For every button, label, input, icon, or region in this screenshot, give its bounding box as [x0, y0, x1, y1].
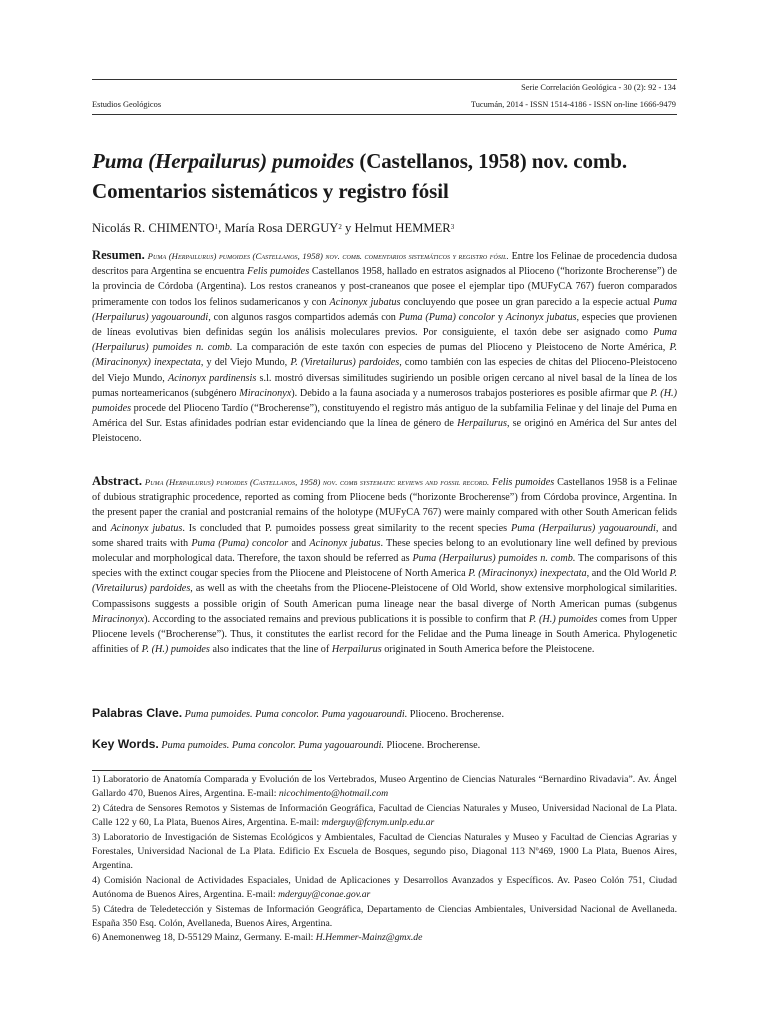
- abstract-taxon: Miracinonyx: [92, 613, 145, 625]
- resumen-taxon: Puma (Herpailurus) yagouaroundi: [92, 296, 678, 323]
- footnote-5: [92, 903, 677, 932]
- footnote-email[interactable]: H.Hemmer-Mainz@gmx.de: [315, 932, 423, 944]
- footnote-marker: 2): [92, 802, 101, 814]
- author-2-affil: 2: [338, 223, 342, 231]
- abstract-text: Castellanos 1958 is a Felinae of dubious stratigraphic procedence, reported as coming from Pliocene beds (“horizonte Brocherense”) from Córdoba province, Argentina. In the present paper the cranial and postcranial remains of the holotype (MUFyCA 767) were mainly compared with other South American felids and: [92, 477, 678, 534]
- author-sep: y: [341, 221, 355, 235]
- header-rule-bottom: [92, 114, 677, 115]
- resumen-text: , y del Viejo Mundo,: [200, 357, 291, 369]
- resumen-text: Castellanos 1958, hallado en estratos asignados al Plioceno (“horizonte Brocherense”) de la provincia de Córdoba (Argentina). Los restos craneanos y post-craneanos que posee el ejemplar tipo (MUFyCA 767) fueron comparados primeramente con todos los felinos sudamericanos y con: [92, 266, 678, 308]
- footnote-text: Anemonenweg 18, D-55129 Mainz, Germany. E-mail:: [100, 932, 316, 944]
- author-1: Nicolás R. CHIMENTO: [92, 221, 215, 235]
- abstract-text: originated in South America before the Pleistocene.: [381, 644, 595, 656]
- resumen-text: , se originó en América del Sur antes del Pleistoceno.: [92, 418, 677, 445]
- footnotes: [92, 773, 677, 946]
- footnote-marker: 6): [92, 932, 101, 944]
- abstract-text: The comparisons of this species with the extinct cougar species from the Pliocene and Pleistocene of North America: [92, 553, 677, 580]
- author-2: María Rosa DERGUY: [224, 221, 339, 235]
- footnote-email[interactable]: mderguy@conae.gov.ar: [278, 889, 371, 901]
- footnote-text: Laboratorio de Investigación de Sistemas Ecológicos y Ambientales, Facultad de Ciencias Naturales y Museo y Facultad de Ciencias Agrarias y Forestales, Universidad Nacional de La Plata. Edificio Ex Escuela de Bosques, segundo piso, Diagonal 113 Nº469, 1900 La Plata, Buenos Aires, Argentina.: [92, 831, 677, 872]
- abstract-taxon: P. (H.) pumoides: [141, 644, 210, 656]
- resumen-taxon: P. (H.) pumoides: [92, 387, 677, 415]
- key-words: [92, 737, 677, 753]
- resumen-text: y: [494, 311, 506, 323]
- abstract-taxon: Herpailurus: [331, 644, 382, 656]
- header-journal: Estudios Geológicos: [92, 100, 162, 109]
- resumen-text: procede del Plioceno Tardío (“Brocherense”), constituyendo el registro más antiguo de la subfamilia Felinae y del linaje del Puma en América del Sur. Estas afinidades podrían estar evidenciando que la línea de género de: [92, 403, 677, 430]
- resumen-taxon: Puma (Herpailurus) pumoides n. comb.: [92, 327, 677, 354]
- abstract-text: , as well as with the cheetahs from the Pliocene-Pleistocene of Old World, show extensive morphological similarities. Compassisons suggests a possible origin of South American puma lineage near the basal diverge of North American pumas (subgenus: [92, 583, 678, 610]
- resumen-taxon: Puma (Puma) concolor: [398, 311, 495, 323]
- footnote-1: [92, 773, 677, 802]
- abstract-text: and: [288, 537, 310, 549]
- footnote-4: [92, 874, 677, 903]
- resumen-text: La comparación de este taxón con especies de pumas del Plioceno y Pleistoceno de Norte América,: [232, 342, 670, 354]
- abstract-taxon: Puma (Herpailurus) yagouaroundi: [510, 522, 656, 534]
- abstract-text: . These species belong to an evolutionary line well defined by previous molecular and morphological data. Therefore, the taxon should be referred as: [92, 537, 677, 565]
- resumen-paragraph: [92, 248, 677, 447]
- abstract-text: , and some shared traits with: [92, 522, 677, 549]
- resumen-taxon: Miracinonyx: [239, 387, 292, 399]
- abstract-text: also indicates that the line of: [209, 644, 332, 656]
- header-series: Serie Correlación Geológica - 30 (2): 92 - 134: [521, 83, 676, 92]
- abstract-taxon: Acinonyx jubatus: [309, 537, 381, 549]
- resumen-taxon: P. (Miracinonyx) inexpectata: [92, 342, 677, 369]
- footnote-2: [92, 802, 677, 831]
- resumen-text: , especies que provienen de líneas evolutivas bien definidas según los análisis moleculares previos. Por consiguiente, el taxón debe ser asignado como: [92, 311, 677, 339]
- abstract-text: , and the Old World: [586, 568, 670, 580]
- abstract-paragraph: [92, 474, 677, 657]
- key-words-heading: Key Words.: [92, 737, 159, 751]
- resumen-taxon: Felis pumoides: [247, 266, 310, 278]
- abstract-taxon: P. (Miracinonyx) inexpectata: [468, 568, 587, 580]
- resumen-text: , con algunos rasgos compartidos además con: [208, 311, 399, 323]
- title-plain: (Castellanos, 1958) nov. comb. Comentarios sistemáticos y registro fósil: [92, 149, 627, 203]
- resumen-taxon: Acinonyx jubatus: [505, 311, 577, 323]
- palabras-clave-taxa: Puma pumoides. Puma concolor. Puma yagouaroundi.: [184, 709, 408, 720]
- author-sep: ,: [218, 221, 225, 235]
- footnote-text: Laboratorio de Anatomía Comparada y Evolución de los Vertebrados, Museo Argentino de Ciencias Naturales “Bernardino Rivadavia”. Av. Ángel Gallardo 470, Buenos Aires, Argentina. E-mail:: [92, 774, 677, 800]
- resumen-taxon: Herpailurus: [457, 418, 507, 430]
- footnote-6: [92, 931, 677, 945]
- abstract-text: comes from Upper Pliocene levels (“Brocherense”). Thus, it constitutes the earlist record for the Felidae and the Puma lineage in South America. Phylogenetic affinities of: [92, 613, 677, 656]
- author-3: Helmut HEMMER: [354, 221, 451, 235]
- key-words-taxa: Puma pumoides. Puma concolor. Puma yagouaroundi.: [161, 740, 384, 751]
- resumen-taxon: P. (Viretailurus) pardoides: [290, 357, 400, 369]
- footnote-marker: 1): [92, 774, 101, 785]
- abstract-subheading: Puma (Herpailurus) pumoides (Castellanos, 1958) nov. comb systematic reviews and fossil record.: [144, 477, 490, 487]
- palabras-clave: [92, 706, 677, 722]
- author-1-affil: 1: [214, 223, 219, 231]
- resumen-subheading: Puma (Herpailurus) pumoides (Castellanos, 1958) nov. comb. comentarios sistemáticos y registro fósil.: [147, 251, 509, 261]
- palabras-clave-heading: Palabras Clave.: [92, 706, 183, 720]
- abstract-taxon: Felis pumoides: [492, 477, 555, 488]
- resumen-text: , como también con las especies de chitas del Plioceno-Pleistoceno del Viejo Mundo,: [92, 357, 678, 384]
- footnote-email[interactable]: mderguy@fcnym.unlp.edu.ar: [321, 817, 435, 829]
- footnote-3: [92, 831, 677, 874]
- abstract-taxon: Puma (Puma) concolor: [191, 537, 289, 549]
- title-italic: Puma (Herpailurus) pumoides: [92, 149, 355, 173]
- abstract-heading: Abstract.: [92, 474, 143, 488]
- footnote-text: Cátedra de Sensores Remotos y Sistemas de Información Geográfica, Facultad de Ciencias Naturales y Museo, Universidad Nacional de La Plata. Calle 122 y 60, La Plata, Buenos Aires, Argentina. E-mail:: [92, 802, 677, 829]
- header-issn: Tucumán, 2014 - ISSN 1514-4186 - ISSN on-line 1666-9479: [470, 100, 676, 109]
- key-words-terms: Pliocene. Brocherense.: [383, 740, 481, 751]
- resumen-text: Entre los Felinae de procedencia dudosa descritos para Argentina se encuentra: [92, 251, 677, 278]
- resumen-heading: Resumen.: [92, 248, 145, 262]
- palabras-clave-terms: Plioceno. Brocherense.: [407, 709, 505, 720]
- abstract-taxon: P. (H.) pumoides: [528, 613, 598, 625]
- abstract-taxon: Acinonyx jubatus: [110, 522, 183, 534]
- footnote-marker: 3): [92, 831, 101, 843]
- author-list: [92, 220, 677, 236]
- abstract-taxon: Puma (Herpailurus) pumoides n. comb.: [412, 553, 576, 565]
- footnote-email[interactable]: nicochimento@hotmail.com: [278, 788, 389, 800]
- abstract-taxon: P. (Viretailurus) pardoides: [92, 568, 677, 595]
- paper-title: [92, 146, 692, 206]
- author-3-affil: 3: [450, 223, 455, 231]
- abstract-text: ). According to the associated remains and previous publications it is possible to confirm that: [144, 613, 529, 625]
- resumen-text: ). Debido a la fauna asociada y a numerosos trabajos posteriores es posible afirmar que: [291, 387, 651, 399]
- resumen-text: concluyendo que posee un gran parecido a la especie actual: [400, 296, 654, 308]
- resumen-taxon: Acinonyx pardinensis: [168, 372, 257, 384]
- footnote-marker: 4): [92, 874, 101, 886]
- resumen-taxon: Acinonyx jubatus: [329, 296, 401, 308]
- header-rule-top: [92, 79, 677, 80]
- footnote-rule: [92, 770, 312, 771]
- abstract-text: . Is concluded that P. pumoides possess great similarity to the recent species: [182, 522, 511, 534]
- resumen-text: s.l. mostró diversas similitudes sugiriendo un posible origen cercano al nivel basal de la línea de los pumas norteamericanos (subgénero: [92, 372, 677, 399]
- footnote-text: Comisión Nacional de Actividades Espaciales, Unidad de Aplicaciones y Desarrollos Avanzados y Específicos. Av. Paseo Colón 751, Ciudad Autónoma de Buenos Aires, Argentina. E-mail:: [92, 874, 677, 901]
- footnote-marker: 5): [92, 903, 101, 915]
- footnote-text: Cátedra de Teledetección y Sistemas de Información Geográfica, Departamento de Ciencias Ambientales, Universidad Nacional de Avellaneda. España 350 Esq. Colón, Avellaneda, Buenos Aires, Argentina.: [92, 903, 677, 930]
